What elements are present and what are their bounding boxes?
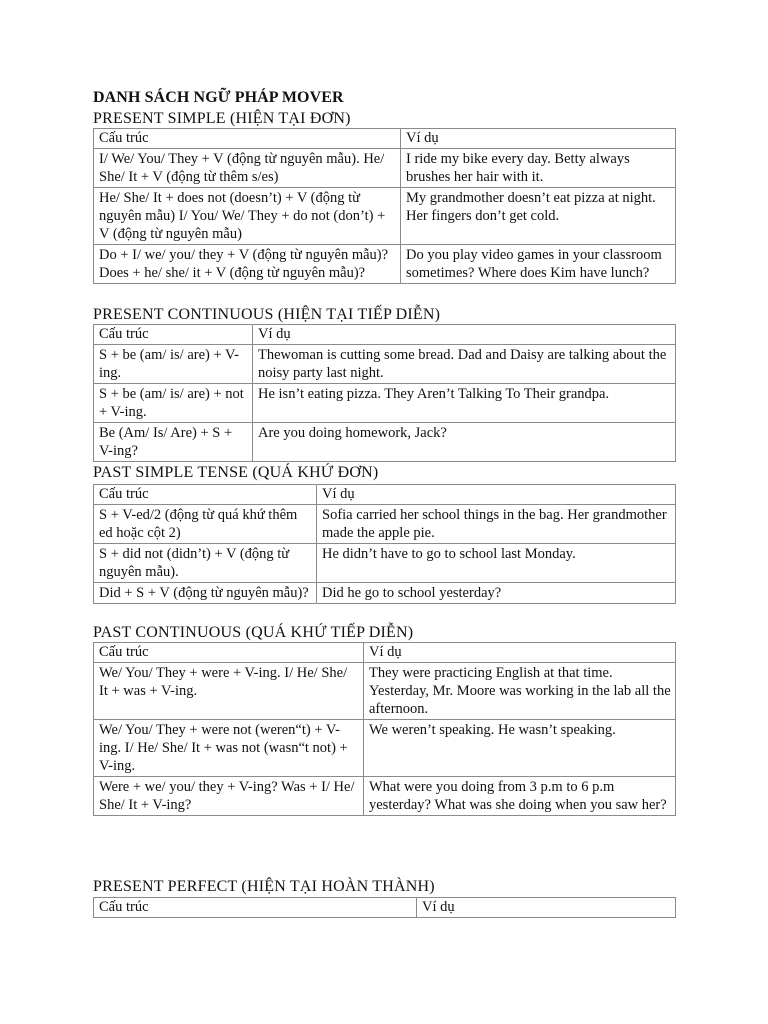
- example-cell: Do you play video games in your classroom sometimes? Where does Kim have lunch?: [401, 245, 676, 284]
- table-row: [94, 345, 676, 384]
- structure-cell: Be (Am/ Is/ Are) + S + V-ing?: [94, 423, 253, 462]
- header-example: Ví dụ: [364, 643, 676, 663]
- table-row: [94, 663, 676, 720]
- structure-cell: We/ You/ They + were + V-ing. I/ He/ She/ It + was + V-ing.: [94, 663, 364, 720]
- section-title-present-continuous: PRESENT CONTINUOUS (HIỆN TẠI TIẾP DIỄN): [93, 306, 441, 323]
- header-structure: Cấu trúc: [94, 643, 364, 663]
- table-row: [94, 544, 676, 583]
- section-title-past-simple: PAST SIMPLE TENSE (QUÁ KHỨ ĐƠN): [93, 464, 379, 481]
- table-row: [94, 384, 676, 423]
- table-row: [94, 149, 676, 188]
- grammar-table-present-simple: [93, 128, 676, 284]
- table-row: [94, 188, 676, 245]
- structure-cell: Were + we/ you/ they + V-ing? Was + I/ He/ She/ It + V-ing?: [94, 777, 364, 816]
- header-structure: Cấu trúc: [94, 129, 401, 149]
- example-cell: Did he go to school yesterday?: [317, 583, 676, 604]
- example-cell: What were you doing from 3 p.m to 6 p.m yesterday? What was she doing when you saw her?: [364, 777, 676, 816]
- table-row: [94, 423, 676, 462]
- table-row: [94, 245, 676, 284]
- table-header-row: [94, 325, 676, 345]
- structure-cell: We/ You/ They + were not (weren“t) + V-ing. I/ He/ She/ It + was not (wasn“t not) + V-ing.: [94, 720, 364, 777]
- structure-cell: S + did not (didn’t) + V (động từ nguyên mẫu).: [94, 544, 317, 583]
- example-cell: I ride my bike every day. Betty always brushes her hair with it.: [401, 149, 676, 188]
- example-cell: Sofia carried her school things in the bag. Her grandmother made the apple pie.: [317, 505, 676, 544]
- example-cell: My grandmother doesn’t eat pizza at night. Her fingers don’t get cold.: [401, 188, 676, 245]
- structure-cell: He/ She/ It + does not (doesn’t) + V (động từ nguyên mẫu) I/ You/ We/ They + do not (don’t) + V (động từ nguyên mẫu): [94, 188, 401, 245]
- table-row: [94, 720, 676, 777]
- header-structure: Cấu trúc: [94, 485, 317, 505]
- structure-cell: S + V-ed/2 (động từ quá khứ thêm ed hoặc cột 2): [94, 505, 317, 544]
- table-header-row: [94, 485, 676, 505]
- header-example: Ví dụ: [317, 485, 676, 505]
- table-row: [94, 583, 676, 604]
- grammar-table-past-simple: [93, 484, 676, 604]
- header-structure: Cấu trúc: [94, 325, 253, 345]
- example-cell: He didn’t have to go to school last Monday.: [317, 544, 676, 583]
- table-row: [94, 777, 676, 816]
- table-header-row: [94, 643, 676, 663]
- header-example: Ví dụ: [401, 129, 676, 149]
- example-cell: Are you doing homework, Jack?: [253, 423, 676, 462]
- structure-cell: Do + I/ we/ you/ they + V (động từ nguyên mẫu)? Does + he/ she/ it + V (động từ nguyên mẫu)?: [94, 245, 401, 284]
- structure-cell: S + be (am/ is/ are) + not + V-ing.: [94, 384, 253, 423]
- example-cell: They were practicing English at that time. Yesterday, Mr. Moore was working in the lab all the afternoon.: [364, 663, 676, 720]
- structure-cell: I/ We/ You/ They + V (động từ nguyên mẫu). He/ She/ It + V (động từ thêm s/es): [94, 149, 401, 188]
- section-title-past-continuous: PAST CONTINUOUS (QUÁ KHỨ TIẾP DIỄN): [93, 624, 414, 641]
- example-cell: We weren’t speaking. He wasn’t speaking.: [364, 720, 676, 777]
- document-title: DANH SÁCH NGỮ PHÁP MOVER: [93, 89, 344, 106]
- grammar-table-present-perfect: [93, 897, 676, 918]
- structure-cell: S + be (am/ is/ are) + V-ing.: [94, 345, 253, 384]
- table-row: [94, 505, 676, 544]
- grammar-table-present-continuous: [93, 324, 676, 462]
- example-cell: He isn’t eating pizza. They Aren’t Talking To Their grandpa.: [253, 384, 676, 423]
- table-header-row: [94, 898, 676, 918]
- header-example: Ví dụ: [417, 898, 676, 918]
- example-cell: Thewoman is cutting some bread. Dad and Daisy are talking about the noisy party last night.: [253, 345, 676, 384]
- table-header-row: [94, 129, 676, 149]
- section-title-present-perfect: PRESENT PERFECT (HIỆN TẠI HOÀN THÀNH): [93, 878, 435, 895]
- grammar-table-past-continuous: [93, 642, 676, 816]
- header-example: Ví dụ: [253, 325, 676, 345]
- header-structure: Cấu trúc: [94, 898, 417, 918]
- section-title-present-simple: PRESENT SIMPLE (HIỆN TẠI ĐƠN): [93, 110, 351, 127]
- structure-cell: Did + S + V (động từ nguyên mẫu)?: [94, 583, 317, 604]
